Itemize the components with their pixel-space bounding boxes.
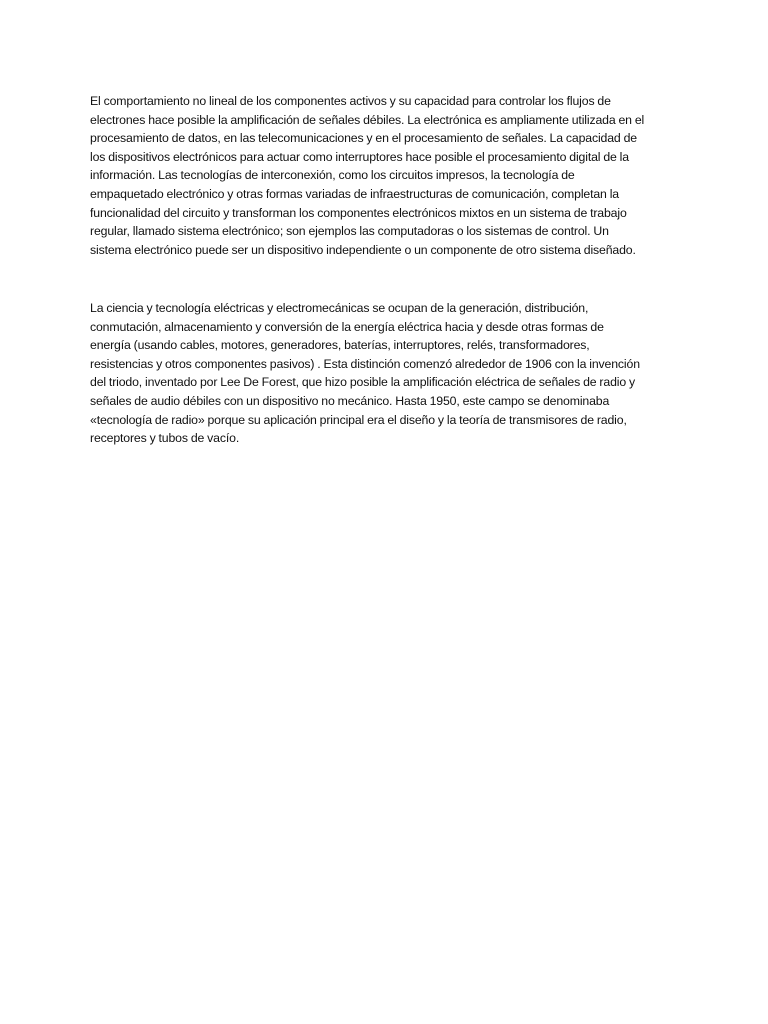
text-line: resistencias y otros componentes pasivos) . Esta distinción comenzó alrededor de 1906 con la invención — [90, 356, 640, 371]
text-line: conmutación, almacenamiento y conversión de la energía eléctrica hacia y desde otras formas de — [90, 319, 604, 334]
text-line: «tecnología de radio» porque su aplicación principal era el diseño y la teoría de transmisores de radio, — [90, 412, 627, 427]
text-line: información. Las tecnologías de interconexión, como los circuitos impresos, la tecnología de — [90, 168, 575, 183]
text-line: señales de audio débiles con un dispositivo no mecánico. Hasta 1950, este campo se denominaba — [90, 393, 610, 408]
text-line: regular, llamado sistema electrónico; son ejemplos las computadoras o los sistemas de control. Un — [90, 224, 609, 239]
text-line: sistema electrónico puede ser un dispositivo independiente o un componente de otro sistema diseñado. — [90, 242, 636, 257]
text-line: del triodo, inventado por Lee De Forest, que hizo posible la amplificación eléctrica de señales de radio y — [90, 375, 635, 390]
text-line: funcionalidad del circuito y transforman los componentes electrónicos mixtos en un sistema de trabajo — [90, 205, 627, 220]
text-line: El comportamiento no lineal de los componentes activos y su capacidad para controlar los flujos de — [90, 94, 611, 108]
text-line: empaquetado electrónico y otras formas variadas de infraestructuras de comunicación, completan la — [90, 186, 619, 201]
text-line: receptores y tubos de vacío. — [90, 431, 240, 446]
paragraph-electronics — [90, 92, 682, 259]
text-line: los dispositivos electrónicos para actuar como interruptores hace posible el procesamiento digital de la — [90, 149, 629, 164]
paragraph-electrical-science — [90, 299, 682, 448]
text-line: La ciencia y tecnología eléctricas y electromecánicas se ocupan de la generación, distribución, — [90, 301, 589, 315]
text-line: procesamiento de datos, en las telecomunicaciones y en el procesamiento de señales. La capacidad de — [90, 131, 637, 146]
text-line: energía (usando cables, motores, generadores, baterías, interruptores, relés, transformadores, — [90, 338, 590, 353]
text-line: electrones hace posible la amplificación de señales débiles. La electrónica es ampliamente utilizada en el — [90, 112, 645, 127]
